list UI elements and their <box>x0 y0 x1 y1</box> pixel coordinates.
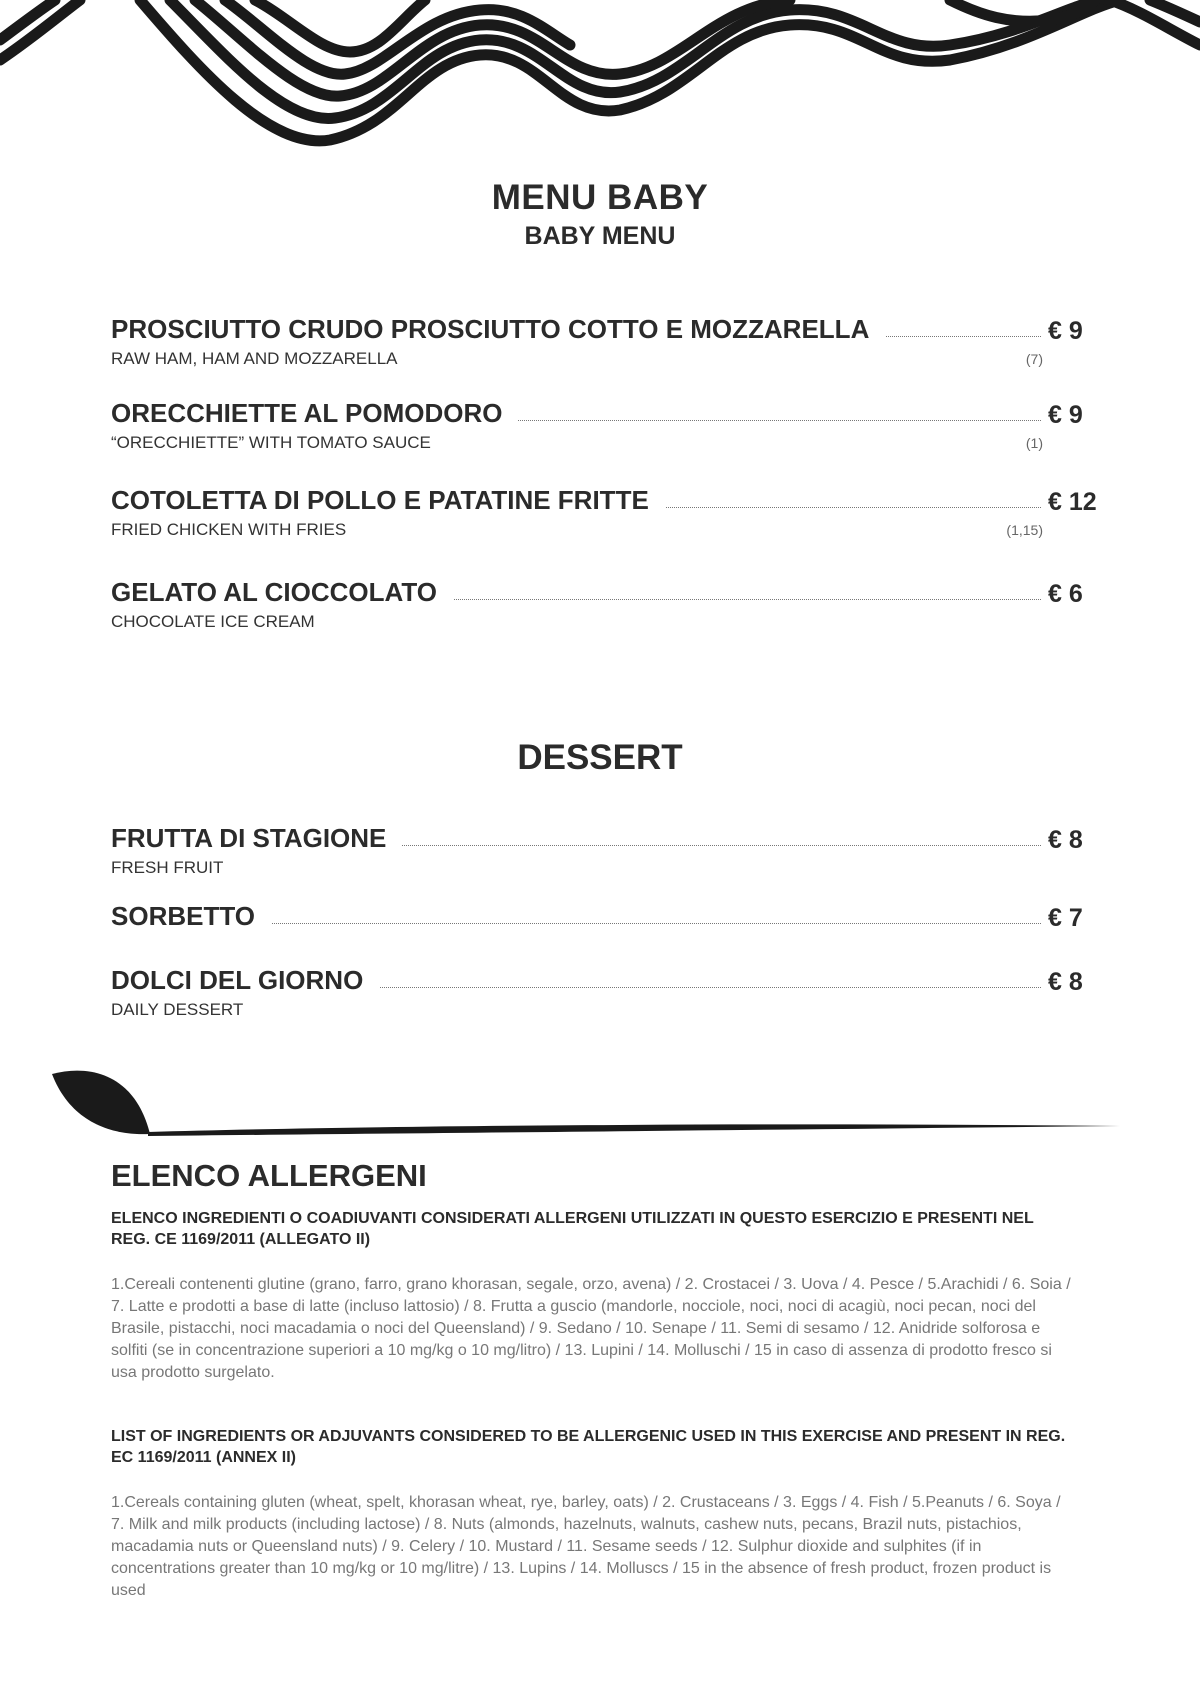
menu-item <box>111 576 1111 646</box>
dessert-item <box>111 964 1111 1034</box>
item-name: FRUTTA DI STAGIONE <box>111 822 402 854</box>
item-price: € 9 <box>1048 401 1083 429</box>
item-price: € 6 <box>1048 580 1083 608</box>
item-name: GELATO AL CIOCCOLATO <box>111 576 453 608</box>
allergen-heading-en: LIST OF INGREDIENTS OR ADJUVANTS CONSIDERED TO BE ALLERGENIC USED IN THIS EXERCISE AND PRESENT IN REG. EC 1169/2011 (ANNEX II) <box>111 1428 1066 1466</box>
item-description: DAILY DESSERT <box>111 1000 244 1019</box>
item-description: CHOCOLATE ICE CREAM <box>111 612 315 631</box>
dessert-title: DESSERT <box>517 738 683 777</box>
allergen-list-it: 1.Cereali contenenti glutine (grano, farro, grano khorasan, segale, orzo, avena) / 2. Crostacei / 3. Uova / 4. Pesce / 5.Arachidi / 6. Soia / 7. Latte e prodotti a base di latte (incluso lattosio) / 8. Frutta a guscio (mandorle, nocciole, noci, noci di acagiù, noci pecan, noci del Brasile, pistacchi, noci macadamia o noci del Queensland) / 9. Sedano / 10. Senape / 11. Semi di sesamo / 12. Anidride solforosa e solfiti (se in concentrazione superiori a 10 mg/kg o 10 mg/litro) / 13. Lupini / 14. Molluschi / 15 in caso di assenza di prodotto fresco si usa prodotto surgelato. <box>111 1276 1071 1381</box>
item-description: FRIED CHICKEN WITH FRIES <box>111 520 347 539</box>
item-description: FRESH FRUIT <box>111 858 224 877</box>
item-price: € 8 <box>1048 968 1083 996</box>
leaf-divider <box>50 1066 1120 1136</box>
allergen-title: ELENCO ALLERGENI <box>111 1158 427 1193</box>
item-price: € 7 <box>1048 904 1083 932</box>
item-name: SORBETTO <box>111 900 271 932</box>
menu-baby-title: MENU BABY <box>491 178 709 217</box>
item-name: ORECCHIETTE AL POMODORO <box>111 397 518 429</box>
menu-item <box>111 313 1111 383</box>
menu-item <box>111 397 1111 467</box>
item-allergens: (1) <box>1025 435 1043 451</box>
dessert-item <box>111 900 1111 970</box>
item-price: € 8 <box>1048 826 1083 854</box>
item-name: COTOLETTA DI POLLO E PATATINE FRITTE <box>111 484 665 516</box>
wave-decoration <box>0 0 1200 170</box>
item-allergens: (1,15) <box>1006 522 1043 538</box>
item-allergens: (7) <box>1025 351 1043 367</box>
menu-item <box>111 484 1111 554</box>
item-price: € 9 <box>1048 317 1083 345</box>
dessert-item <box>111 822 1111 892</box>
item-description: RAW HAM, HAM AND MOZZARELLA <box>111 349 398 368</box>
menu-baby-subtitle: BABY MENU <box>524 222 676 250</box>
leaf-icon <box>52 1071 150 1135</box>
allergen-heading-it: ELENCO INGREDIENTI O COADIUVANTI CONSIDERATI ALLERGENI UTILIZZATI IN QUESTO ESERCIZIO E PRESENTI NEL REG. CE 1169/2011 (ALLEGATO II) <box>111 1210 1034 1248</box>
item-price: € 12 <box>1048 488 1097 516</box>
allergen-list-en: 1.Cereals containing gluten (wheat, spelt, khorasan wheat, rye, barley, oats) / 2. Crustaceans / 3. Eggs / 4. Fish / 5.Peanuts / 6. Soya / 7. Milk and milk products (including lactose) / 8. Nuts (almonds, hazelnuts, walnuts, cashew nuts, pecans, Brazil nuts, pistachios, macadamia nuts or Queensland nuts) / 9. Celery / 10. Mustard / 11. Sesame seeds / 12. Sulphur dioxide and sulphites (if in concentrations greater than 10 mg/kg or 10 mg/litre) / 13. Lupins / 14. Molluscs / 15 in the absence of fresh product, frozen product is used <box>111 1494 1061 1599</box>
item-name: DOLCI DEL GIORNO <box>111 964 379 996</box>
item-description: “ORECCHIETTE” WITH TOMATO SAUCE <box>111 433 431 452</box>
item-name: PROSCIUTTO CRUDO PROSCIUTTO COTTO E MOZZARELLA <box>111 313 885 345</box>
